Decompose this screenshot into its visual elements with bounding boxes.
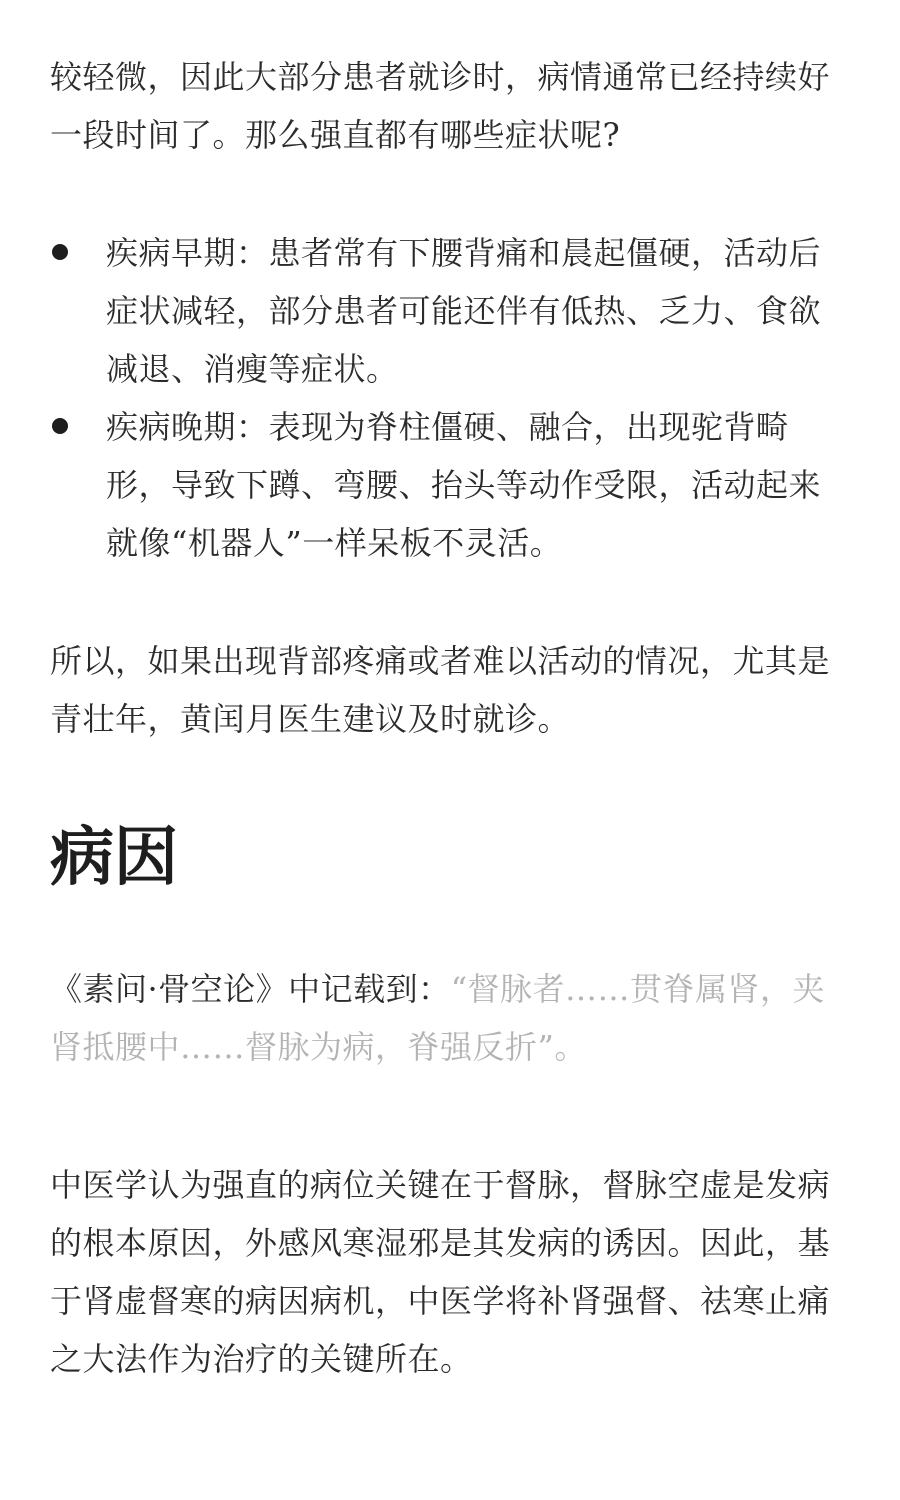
section-heading: 病因 [50, 820, 178, 895]
article [50, 48, 850, 1388]
symptom-list [50, 224, 850, 572]
symptom-late-text: 疾病晚期：表现为脊柱僵硬、融合，出现驼背畸形，导致下蹲、弯腰、抬头等动作受限，活动起来就像“机器人”一样呆板不灵活。 [106, 408, 822, 562]
classic-quote [50, 960, 850, 1076]
bullet-icon [52, 418, 68, 434]
quote-source: 《素问·骨空论》中记载到： [50, 970, 451, 1008]
list-item [50, 398, 850, 572]
bullet-icon [52, 244, 68, 260]
list-item [50, 224, 850, 398]
quote-text: “督脉者……贯脊属肾，夹肾抵腰中……督脉为病，脊强反折”。 [50, 970, 826, 1066]
advice-paragraph: 所以，如果出现背部疼痛或者难以活动的情况，尤其是青壮年，黄闰月医生建议及时就诊。 [50, 642, 831, 738]
intro-paragraph: 较轻微，因此大部分患者就诊时，病情通常已经持续好一段时间了。那么强直都有哪些症状呢? [50, 58, 831, 154]
tcm-paragraph: 中医学认为强直的病位关键在于督脉，督脉空虚是发病的根本原因，外感风寒湿邪是其发病的诱因。因此，基于肾虚督寒的病因病机，中医学将补肾强督、祛寒止痛之大法作为治疗的关键所在。 [50, 1166, 831, 1378]
symptom-early-text: 疾病早期：患者常有下腰背痛和晨起僵硬，活动后症状减轻，部分患者可能还伴有低热、乏力、食欲减退、消瘦等症状。 [106, 234, 822, 388]
